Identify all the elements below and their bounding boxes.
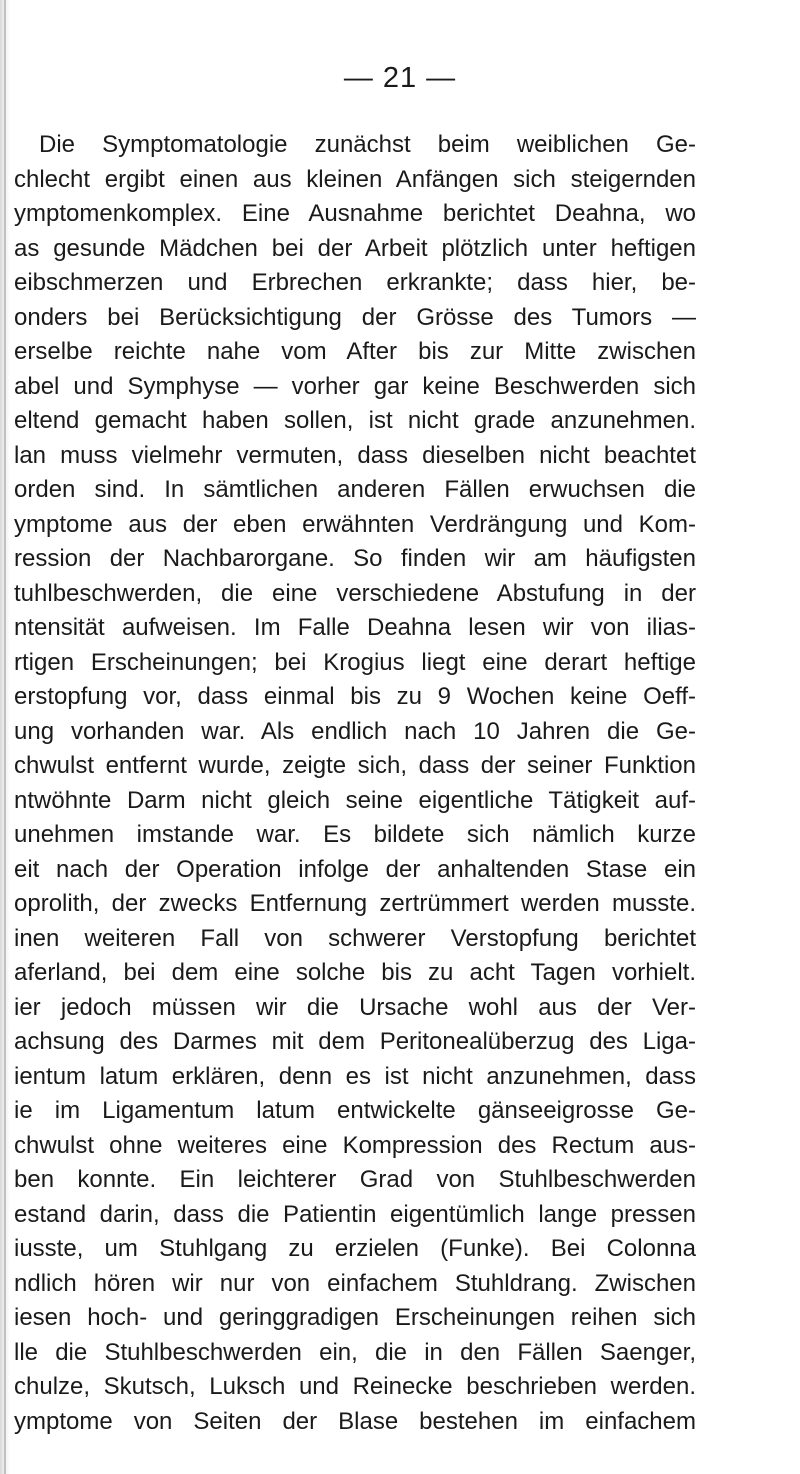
text-line: eltend gemacht haben sollen, ist nicht grade anzunehmen. (14, 407, 696, 434)
body-text (14, 128, 696, 1439)
text-line: eibschmerzen und Erbrechen erkrankte; dass hier, be- (14, 269, 696, 296)
text-line: eit nach der Operation infolge der anhaltenden Stase ein (14, 855, 696, 883)
text-line: ier jedoch müssen wir die Ursache wohl aus der Ver- (14, 993, 696, 1021)
text-line: ie im Ligamentum latum entwickelte gänseeigrosse Ge- (14, 1097, 696, 1124)
binding-gutter-edge (4, 0, 6, 1474)
text-line: achsung des Darmes mit dem Peritonealüberzug des Liga- (14, 1028, 696, 1055)
text-line: erselbe reichte nahe vom After bis zur Mitte zwischen (14, 338, 696, 365)
text-line: chlecht ergibt einen aus kleinen Anfängen sich steigernden (14, 165, 696, 193)
text-line: estand darin, dass die Patientin eigentümlich lange pressen (14, 1200, 696, 1228)
text-line: ben konnte. Ein leichterer Grad von Stuhlbeschwerden (14, 1166, 696, 1193)
text-line: ymptome aus der eben erwähnten Verdrängung und Kom- (14, 510, 696, 538)
text-line: lan muss vielmehr vermuten, dass dieselben nicht beachtet (14, 441, 696, 469)
text-line: inen weiteren Fall von schwerer Verstopfung berichtet (14, 924, 696, 952)
text-line: unehmen imstande war. Es bildete sich nämlich kurze (14, 821, 696, 848)
text-line: iusste, um Stuhlgang zu erzielen (Funke). Bei Colonna (14, 1235, 696, 1262)
text-line: rtigen Erscheinungen; bei Krogius liegt eine derart heftige (14, 648, 696, 676)
text-line: tuhlbeschwerden, die eine verschiedene Abstufung in der (14, 579, 696, 607)
text-line: ung vorhanden war. Als endlich nach 10 Jahren die Ge- (14, 717, 696, 745)
text-line: abel und Symphyse — vorher gar keine Beschwerden sich (14, 372, 696, 400)
text-line: chwulst entfernt wurde, zeigte sich, dass der seiner Funktion (14, 752, 696, 779)
text-line: chwulst ohne weiteres eine Kompression des Rectum aus- (14, 1131, 696, 1159)
text-line: as gesunde Mädchen bei der Arbeit plötzlich unter heftigen (14, 234, 696, 262)
text-line: erstopfung vor, dass einmal bis zu 9 Wochen keine Oeff- (14, 683, 696, 710)
text-line: iesen hoch- und geringgradigen Erscheinungen reihen sich (14, 1304, 696, 1331)
text-line: ndlich hören wir nur von einfachem Stuhldrang. Zwischen (14, 1269, 696, 1297)
text-line: onders bei Berücksichtigung der Grösse des Tumors — (14, 303, 696, 331)
text-line: ression der Nachbarorgane. So finden wir am häufigsten (14, 545, 696, 572)
text-line: ntwöhnte Darm nicht gleich seine eigentliche Tätigkeit auf- (14, 786, 696, 814)
text-line: Die Symptomatologie zunächst beim weiblichen Ge- (39, 131, 696, 158)
page-number-header: — 21 — (343, 62, 457, 94)
text-line: lle die Stuhlbeschwerden ein, die in den Fällen Saenger, (14, 1338, 696, 1366)
text-line: ymptome von Seiten der Blase bestehen im einfachem (14, 1407, 696, 1435)
text-line: aferland, bei dem eine solche bis zu acht Tagen vorhielt. (14, 959, 696, 986)
text-line: ntensität aufweisen. Im Falle Deahna lesen wir von ilias- (14, 614, 696, 641)
text-line: chulze, Skutsch, Luksch und Reinecke beschrieben werden. (14, 1373, 696, 1400)
text-line: orden sind. In sämtlichen anderen Fällen erwuchsen die (14, 476, 696, 503)
text-line: ientum latum erklären, denn es ist nicht anzunehmen, dass (14, 1062, 696, 1090)
text-line: ymptomenkomplex. Eine Ausnahme berichtet Deahna, wo (14, 200, 696, 227)
text-line: oprolith, der zwecks Entfernung zertrümmert werden musste. (14, 890, 696, 917)
